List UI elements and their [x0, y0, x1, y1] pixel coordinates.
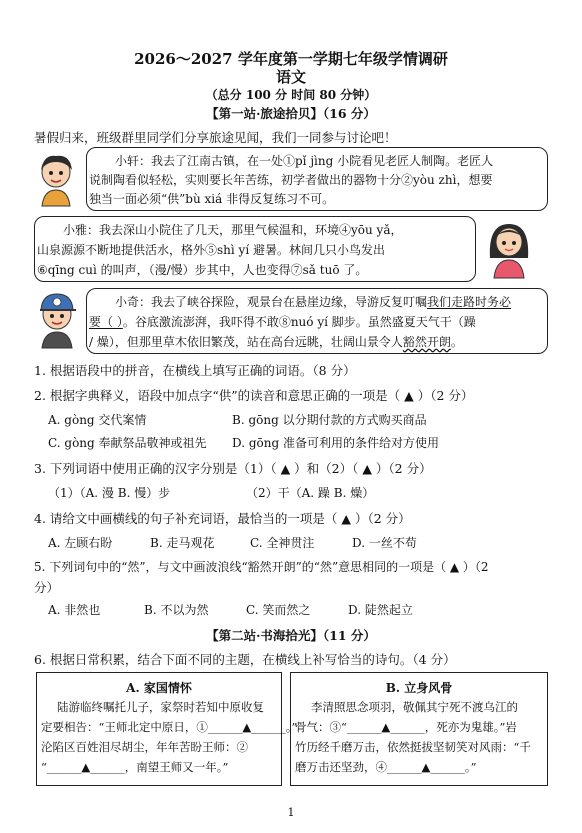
- q4-option-c: C. 全神贯注: [250, 536, 315, 550]
- q2-option-b: B. gōng 以分期付款的方式购买商品: [232, 413, 427, 427]
- q4-option-a: A. 左顾右盼: [48, 536, 113, 550]
- section1-intro: 暑假归来，班级群里同学们分享旅途见闻，我们一同参与讨论吧！: [34, 130, 397, 145]
- poem-b-line-3: 竹历经千磨万击，依然挺拔坚韧笑对风雨：“千: [295, 740, 531, 754]
- question-3: 3. 下列词语中使用正确的汉字分别是（1）（ ▲ ）和（2）（ ▲ ）（2 分）: [34, 461, 432, 476]
- q3-option-1: （1）（A. 漫 B. 慢）步: [48, 486, 171, 500]
- xiaoya-line-1: 小雅：我去深山小院住了几天，那里气候温和，环境④yōu yǎ，: [63, 223, 403, 237]
- exam-title: 2026～2027 学年度第一学期七年级学情调研: [134, 50, 448, 68]
- xiaoqi-line-2: [89, 313, 476, 330]
- xiaoqi-underlined-part-2: 要（ ）: [89, 315, 123, 329]
- q5-option-c: C. 笑而然之: [246, 603, 311, 617]
- xiaoqi-line-3: [89, 333, 463, 350]
- question-5-line-2: 分）: [34, 580, 60, 595]
- xiaoxuan-line-3: 独当一面必须“供”bù xiá 非得反复练习不可。: [89, 192, 335, 206]
- poem-a-line-2: 定要相告：“王师北定中原日，①______▲______。”: [41, 720, 298, 734]
- poem-box-a: [36, 672, 298, 786]
- question-6: 6. 根据日常积累，结合下面不同的主题，在横线上补写恰当的诗句。（4 分）: [34, 652, 456, 667]
- q5-option-d: D. 陡然起立: [348, 603, 413, 617]
- poem-b-line-1: 李清照思念项羽，敬佩其宁死不渡乌江的: [311, 700, 518, 714]
- q2-option-d: D. gōng 准备可利用的条件给对方使用: [232, 436, 439, 450]
- xiaoxuan-line-1: 小轩：我去了江南古镇，在一处①pǐ jìng 小院看见老匠人制陶。老匠人: [115, 154, 494, 168]
- boy-avatar-icon: [32, 150, 80, 208]
- q5-option-a: A. 非然也: [48, 603, 101, 617]
- girl-avatar-icon: [484, 218, 534, 280]
- section1-heading: 【第一站·旅途拾贝】（16 分）: [206, 106, 376, 121]
- subject-title: 语文: [275, 68, 306, 86]
- xiaoxuan-line-2: 说制陶看似轻松，实则要长年苦练，初学者做出的器物十分②yòu zhì，想要: [89, 173, 493, 187]
- poem-b-line-4: 磨万击还坚劲，④______▲______。”: [295, 760, 477, 774]
- section2-heading: 【第二站·书海拾光】（11 分）: [206, 628, 376, 643]
- xiaoqi-underlined-part-1: 我们走路时务必: [427, 295, 512, 309]
- question-4: 4. 请给文中画横线的句子补充词语，最恰当的一项是（ ▲ ）（2 分）: [34, 511, 411, 526]
- q5-option-b: B. 不以为然: [144, 603, 209, 617]
- score-time: （总分 100 分 时间 80 分钟）: [205, 88, 377, 102]
- xiaoya-line-3: ⑥qīng cuì 的叫声，（漫/慢）步其中，人也变得⑦sǎ tuō 了。: [37, 263, 368, 277]
- boy-cap-avatar-icon: [32, 288, 82, 350]
- xiaoqi-line-2-text: 。谷底激流澎湃，我吓得不敢⑧nuó yí 脚步。虽然盛夏天气干（躁: [122, 315, 476, 329]
- question-1: 1. 根据语段中的拼音，在横线上填写正确的词语。（8 分）: [34, 363, 356, 378]
- xiaoya-speech-box: [34, 216, 476, 282]
- q4-option-d: D. 一丝不苟: [352, 536, 417, 550]
- poem-box-b-title: B. 立身风骨: [385, 681, 453, 695]
- xiaoqi-wavy-phrase: 豁然开朗: [402, 335, 451, 349]
- poem-a-line-1: 陆游临终嘱托儿子，家祭时若知中原收复: [57, 700, 264, 714]
- question-5-line-1: 5. 下列词句中的“然”，与文中画波浪线“豁然开朗”的“然”意思相同的一项是（ ▲ ）（2: [34, 560, 489, 574]
- xiaoxuan-speech-box: [86, 147, 548, 211]
- q2-option-c: C. gòng 奉献祭品敬神或祖先: [48, 436, 207, 450]
- poem-b-line-2: 骨气：③“______▲______，死亦为鬼雄。”岩: [295, 720, 517, 734]
- xiaoqi-line-3-end: 。: [450, 335, 463, 349]
- q4-option-b: B. 走马观花: [150, 536, 215, 550]
- xiaoqi-line-1-text: 小奇：我去了峡谷探险，观景台在悬崖边缘，导游反复叮嘱: [115, 295, 428, 309]
- poem-a-line-3: 沦陷区百姓泪尽胡尘，年年苦盼王师：②: [41, 740, 248, 754]
- page-number: 1: [287, 806, 295, 819]
- xiaoqi-line-3-text: / 燥），但那里草木依旧繁茂，站在高台远眺，壮阔山景令人: [89, 335, 403, 349]
- q2-option-a: A. gòng 交代案情: [48, 413, 147, 427]
- question-2: 2. 根据字典释义，语段中加点字“供”的读音和意思正确的一项是（ ▲ ）（2 分）: [34, 388, 474, 403]
- xiaoqi-line-1: [115, 293, 511, 310]
- xiaoqi-speech-box: [86, 288, 548, 354]
- poem-box-a-title: A. 家国情怀: [126, 681, 192, 695]
- q3-option-2: （2）干（A. 躁 B. 燥）: [246, 486, 375, 500]
- poem-a-line-4: “______▲______，南望王师又一年。”: [41, 760, 229, 774]
- xiaoya-line-2: 山泉源源不断地提供活水，格外⑤shì yí 避暑。林间几只小鸟发出: [37, 243, 385, 257]
- poem-box-b: [290, 672, 548, 786]
